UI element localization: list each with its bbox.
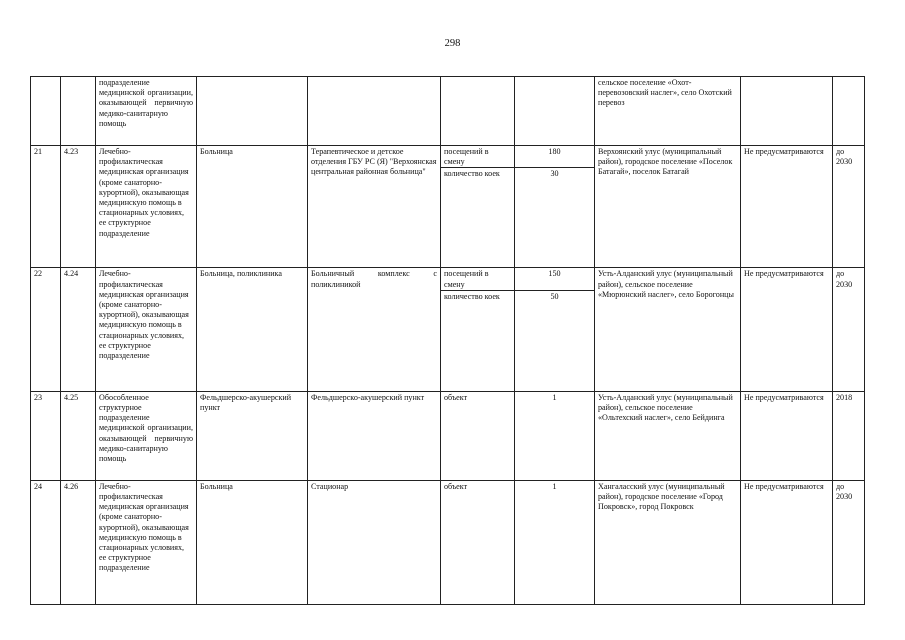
measure-value: 50 [515,290,595,391]
row-code [61,77,96,146]
object-kind [197,77,308,146]
object-term [833,77,865,146]
row-code: 4.25 [61,391,96,480]
object-name: Фельдшерско-акушерский пункт [308,391,441,480]
measure-value: 150 [515,268,595,290]
table-row [31,391,865,480]
row-code: 4.23 [61,146,96,268]
object-kind: Фельдшерско-акушерский пункт [197,391,308,480]
object-location: Верхоянский улус (муниципальный район), городское поселение «Поселок Батагай», поселок Батагай [595,146,741,268]
table-row [31,268,865,290]
object-zones: Не предусматриваются [741,480,833,604]
measure-unit: посещений в смену [441,268,515,290]
measure-unit: посещений в смену [441,146,515,168]
measure-value [515,77,595,146]
object-name: Больничный комплекс с поликлиникой [308,268,441,391]
object-term: 2018 [833,391,865,480]
row-number: 24 [31,480,61,604]
object-zones: Не предусматриваются [741,268,833,391]
measure-unit: количество коек [441,290,515,391]
row-code: 4.24 [61,268,96,391]
object-location: Усть-Алданский улус (муниципальный район), сельское поселение «Ольтехский наслег», село Бейдинга [595,391,741,480]
object-term: до 2030 [833,480,865,604]
object-location: сельское поселение «Охот-перевозовский наслег», село Охотский перевоз [595,77,741,146]
row-number: 23 [31,391,61,480]
object-term: до 2030 [833,146,865,268]
object-type: подразделение медицинской организации, оказывающей первичную медико-санитарную помощь [96,77,197,146]
object-zones: Не предусматриваются [741,146,833,268]
object-type: Обособленное структурное подразделение медицинской организации, оказывающей первичную медико-санитарную помощь [96,391,197,480]
object-location: Хангаласский улус (муниципальный район), городское поселение «Город Покровск», город Покровск [595,480,741,604]
measure-value: 1 [515,480,595,604]
object-location: Усть-Алданский улус (муниципальный район), сельское поселение «Мюрюнский наслег», село Борогонцы [595,268,741,391]
object-name: Терапевтическое и детское отделения ГБУ РС (Я) "Верхоянская центральная районная больница" [308,146,441,268]
row-number: 22 [31,268,61,391]
object-term: до 2030 [833,268,865,391]
measure-unit [441,77,515,146]
object-kind: Больница [197,146,308,268]
measure-unit: объект [441,391,515,480]
object-type: Лечебно-профилактическая медицинская организация (кроме санаторно-курортной), оказывающая медицинскую помощь в стационарных условиях, ее структурное подразделение [96,268,197,391]
row-number [31,77,61,146]
object-name [308,77,441,146]
measure-unit: количество коек [441,168,515,268]
object-zones: Не предусматриваются [741,391,833,480]
object-name: Стационар [308,480,441,604]
object-type: Лечебно-профилактическая медицинская организация (кроме санаторно-курортной), оказывающая медицинскую помощь в стационарных условиях, ее структурное подразделение [96,146,197,268]
measure-value: 30 [515,168,595,268]
measure-value: 180 [515,146,595,168]
object-zones [741,77,833,146]
page-number: 298 [444,38,461,49]
object-kind: Больница [197,480,308,604]
objects-table [30,76,865,605]
measure-unit: объект [441,480,515,604]
object-type: Лечебно-профилактическая медицинская организация (кроме санаторно-курортной), оказывающая медицинскую помощь в стационарных условиях, ее структурное подразделение [96,480,197,604]
table-row [31,480,865,604]
row-code: 4.26 [61,480,96,604]
table-row [31,77,865,146]
row-number: 21 [31,146,61,268]
measure-value: 1 [515,391,595,480]
object-kind: Больница, поликлиника [197,268,308,391]
table-row [31,146,865,168]
